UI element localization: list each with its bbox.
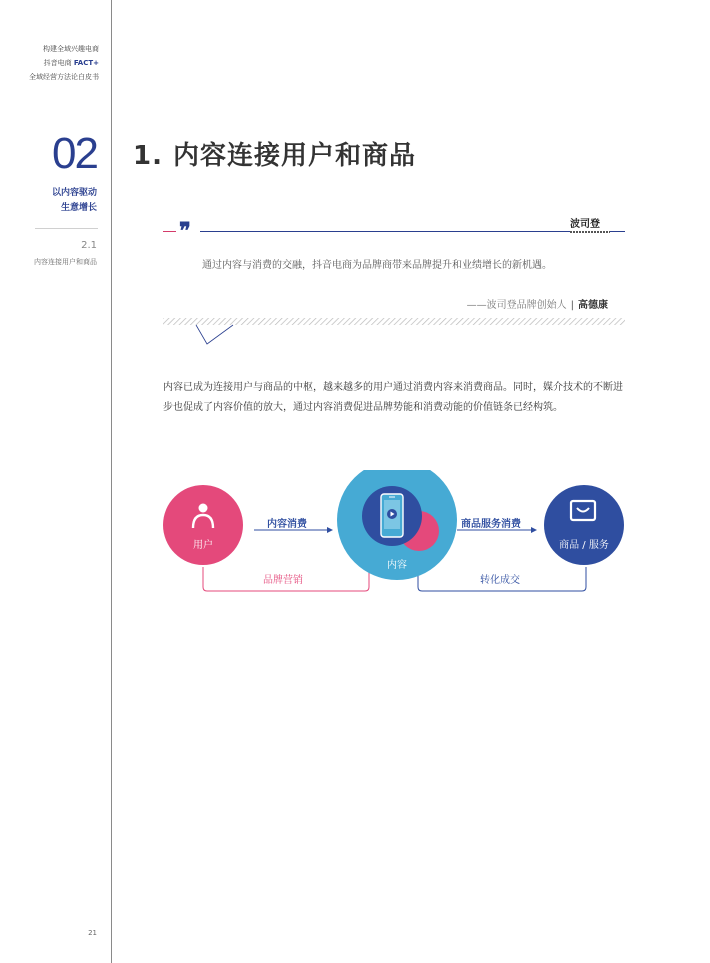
quote-attribution-prefix: ——波司登品牌创始人 — [466, 300, 567, 311]
section-title: 内容连接用户和商品 — [34, 258, 97, 266]
brand-line-1: 构建全域兴趣电商 — [43, 45, 99, 53]
chapter-number: 02 — [52, 129, 97, 178]
quote-tail-shape — [196, 325, 233, 344]
page-title: 1. 内容连接用户和商品 — [133, 141, 417, 171]
goods-label: 商品 / 服务 — [559, 540, 609, 551]
quote-text: 通过内容与消费的交融，抖音电商为品牌商带来品牌提升和业绩增长的新机遇。 — [202, 260, 552, 271]
goods-consume-label: 商品服务消费 — [461, 519, 521, 530]
chapter-subtitle-line-1: 以内容驱动 — [51, 188, 97, 198]
page-number: 21 — [88, 929, 97, 937]
diagram-graphics — [160, 470, 630, 600]
quote-marks-icon: ❞ — [179, 218, 191, 244]
content-flow-diagram — [160, 470, 630, 600]
brand-line-3: 全域经营方法论白皮书 — [29, 73, 99, 81]
bosideng-logo-text: 波司登 — [570, 219, 600, 230]
content-label: 内容 — [387, 560, 407, 571]
brand-marketing-label: 品牌营销 — [263, 575, 303, 586]
quote-hatched-bar — [163, 318, 625, 325]
user-circle — [163, 485, 243, 565]
goods-circle — [544, 485, 624, 565]
section-number: 2.1 — [81, 240, 97, 251]
chapter-subtitle-line-2: 生意增长 — [60, 203, 97, 213]
quote-author: 高德康 — [578, 300, 608, 311]
conversion-label: 转化成交 — [480, 575, 520, 586]
quote-attribution-separator: | — [570, 300, 574, 311]
content-consume-label: 内容消费 — [267, 519, 307, 530]
body-paragraph: 内容已成为连接用户与商品的中枢，越来越多的用户通过消费内容来消费商品。同时，媒介技术的不断进步也促成了内容价值的放大，通过内容消费促进品牌势能和消费动能的价值链条已经构筑。 — [163, 382, 623, 413]
brand-fact: FACT+ — [73, 59, 99, 67]
phone-icon — [381, 494, 403, 537]
brand-line-2-prefix: 抖音电商 — [43, 59, 72, 67]
user-label: 用户 — [193, 540, 213, 551]
